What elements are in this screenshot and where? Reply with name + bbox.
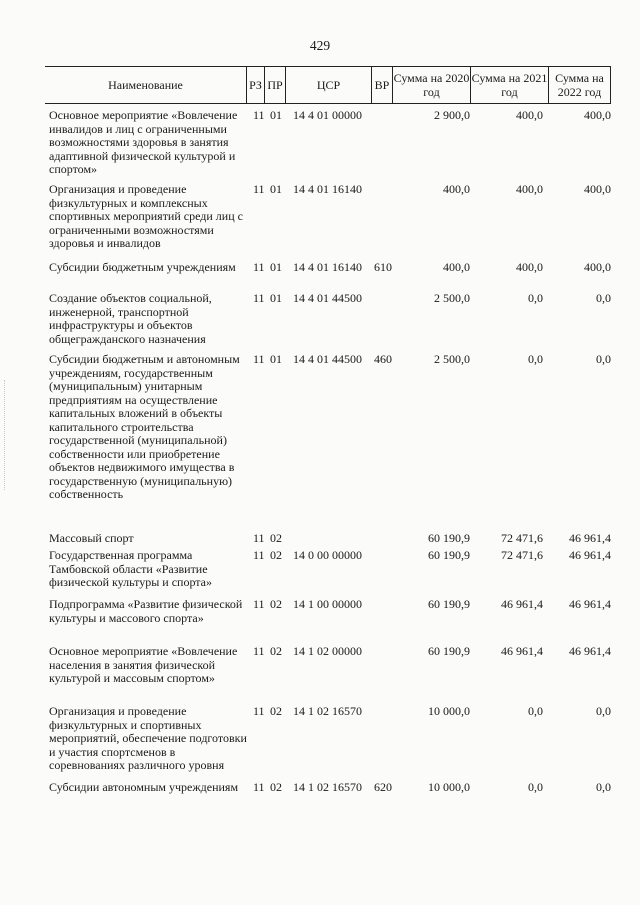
table-header [45, 66, 611, 104]
row-name: Субсидии бюджетным учреждениям [49, 260, 236, 274]
row-sum-2021: 0,0 [528, 291, 543, 305]
row-sum-2020: 10 000,0 [428, 780, 470, 794]
row-sum-2020: 2 500,0 [434, 352, 470, 366]
row-sum-2020: 60 190,9 [428, 597, 470, 611]
row-csr: 14 4 01 44500 [293, 291, 362, 305]
row-pr: 02 [270, 780, 282, 794]
row-sum-2022: 46 961,4 [569, 531, 611, 545]
row-sum-2020: 400,0 [443, 182, 470, 196]
row-csr: 14 4 01 00000 [293, 108, 362, 122]
row-csr: 14 1 02 16570 [293, 780, 362, 794]
row-sum-2021: 400,0 [516, 108, 543, 122]
row-vr: 610 [374, 260, 392, 274]
row-sum-2022: 0,0 [596, 352, 611, 366]
row-pr: 02 [270, 704, 282, 718]
row-rz: 11 [253, 548, 265, 562]
row-name: Основное мероприятие «Вовлечение инвалидов и лиц с ограниченными возможностями здоровья в занятия адаптивной физической культурой и спортом» [49, 108, 238, 176]
column-header-vr: ВР [371, 67, 392, 103]
row-pr: 02 [270, 597, 282, 611]
row-sum-2022: 46 961,4 [569, 548, 611, 562]
row-rz: 11 [253, 780, 265, 794]
column-header-csr: ЦСР [285, 67, 371, 103]
row-sum-2022: 46 961,4 [569, 597, 611, 611]
row-csr: 14 4 01 16140 [293, 182, 362, 196]
row-sum-2021: 0,0 [528, 780, 543, 794]
row-rz: 11 [253, 644, 265, 658]
row-name: Создание объектов социальной, инженерной, транспортной инфраструктуры и объектов общегражданского назначения [49, 291, 212, 346]
row-name: Основное мероприятие «Вовлечение населения в занятия физической культурой и массовым спортом» [49, 644, 238, 685]
row-pr: 02 [270, 548, 282, 562]
row-csr: 14 0 00 00000 [293, 548, 362, 562]
row-rz: 11 [253, 182, 265, 196]
row-sum-2022: 46 961,4 [569, 644, 611, 658]
row-csr: 14 1 02 16570 [293, 704, 362, 718]
row-rz: 11 [253, 260, 265, 274]
row-sum-2021: 72 471,6 [501, 531, 543, 545]
row-csr: 14 1 02 00000 [293, 644, 362, 658]
row-sum-2021: 0,0 [528, 704, 543, 718]
row-pr: 02 [270, 531, 282, 545]
row-pr: 01 [270, 182, 282, 196]
row-csr: 14 1 00 00000 [293, 597, 362, 611]
column-header-name: Наименование [108, 78, 183, 92]
page-number: 429 [309, 38, 331, 53]
row-name: Государственная программа Тамбовской области «Развитие физической культуры и спорта» [49, 548, 213, 589]
row-vr: 620 [374, 780, 392, 794]
row-pr: 01 [270, 108, 282, 122]
row-rz: 11 [253, 352, 265, 366]
row-sum-2020: 60 190,9 [428, 548, 470, 562]
column-header-sum-2020: Сумма на 2020 год [392, 67, 470, 103]
column-header-pr: ПР [264, 67, 285, 103]
row-sum-2020: 10 000,0 [428, 704, 470, 718]
row-sum-2020: 60 190,9 [428, 531, 470, 545]
row-rz: 11 [253, 108, 265, 122]
row-sum-2022: 0,0 [596, 291, 611, 305]
row-name: Подпрограмма «Развитие физической культуры и массового спорта» [49, 597, 243, 625]
row-sum-2022: 0,0 [596, 704, 611, 718]
row-rz: 11 [253, 597, 265, 611]
row-sum-2021: 0,0 [528, 352, 543, 366]
row-csr: 14 4 01 16140 [293, 260, 362, 274]
row-sum-2021: 400,0 [516, 260, 543, 274]
row-sum-2021: 72 471,6 [501, 548, 543, 562]
row-name: Субсидии автономным учреждениям [49, 780, 239, 794]
row-vr: 460 [374, 352, 392, 366]
row-sum-2021: 46 961,4 [501, 597, 543, 611]
row-csr: 14 4 01 44500 [293, 352, 362, 366]
row-sum-2020: 2 500,0 [434, 291, 470, 305]
row-pr: 01 [270, 260, 282, 274]
row-sum-2020: 60 190,9 [428, 644, 470, 658]
row-sum-2020: 400,0 [443, 260, 470, 274]
row-name: Организация и проведение физкультурных и комплексных спортивных мероприятий среди лиц с ограниченными возможностями здоровья и инвалидов [49, 182, 243, 250]
row-pr: 01 [270, 352, 282, 366]
row-name: Организация и проведение физкультурных и спортивных мероприятий, обеспечение подготовки и участия спортсменов в соревнованиях различного уровня [49, 704, 247, 772]
row-rz: 11 [253, 291, 265, 305]
row-sum-2022: 400,0 [584, 182, 611, 196]
row-pr: 02 [270, 644, 282, 658]
scan-edge-mark [4, 380, 6, 490]
column-header-sum-2021: Сумма на 2021 год [470, 67, 548, 103]
row-sum-2022: 400,0 [584, 260, 611, 274]
row-rz: 11 [253, 531, 265, 545]
row-sum-2022: 400,0 [584, 108, 611, 122]
row-sum-2022: 0,0 [596, 780, 611, 794]
row-name: Массовый спорт [49, 531, 134, 545]
column-header-rz: РЗ [246, 67, 264, 103]
row-sum-2020: 2 900,0 [434, 108, 470, 122]
row-name: Субсидии бюджетным и автономным учреждениям, государственным (муниципальным) унитарным предприятиям на осуществление капитальных вложений в объекты капитального строительства государственной (муниципальной) собственности или приобретение объектов недвижимого имущества в государственную (муниципальную) собственность [49, 352, 240, 501]
row-rz: 11 [253, 704, 265, 718]
row-sum-2021: 46 961,4 [501, 644, 543, 658]
row-pr: 01 [270, 291, 282, 305]
row-sum-2021: 400,0 [516, 182, 543, 196]
column-header-sum-2022: Сумма на 2022 год [548, 67, 611, 103]
